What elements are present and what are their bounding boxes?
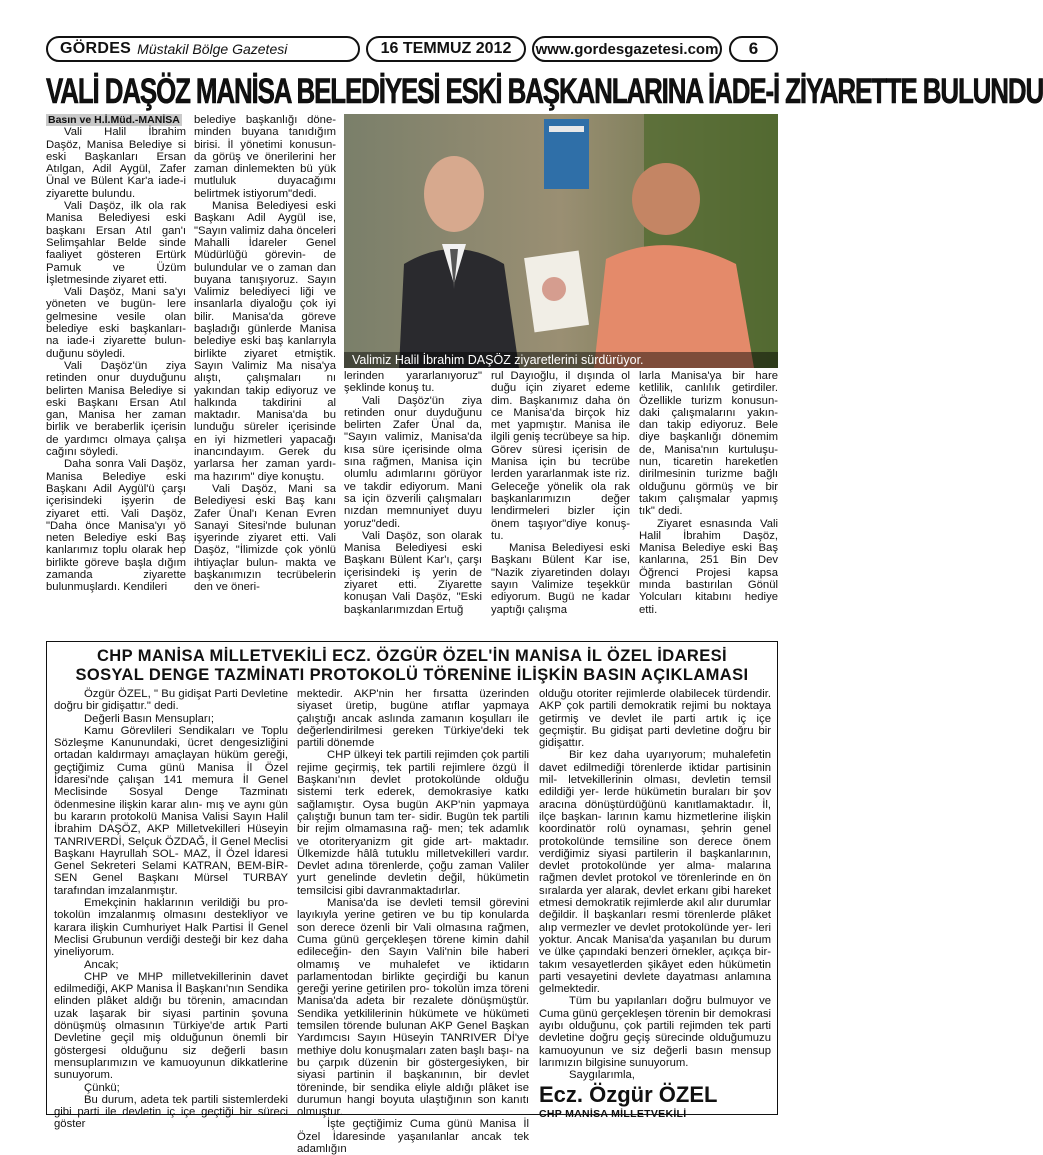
paragraph: Manisa Belediyesi eski Başkanı Adil Aygül ise, "Sayın valimiz daha önceleri Mahalli İdareler Genel Müdürlüğü görevin- de bulundular ve o zaman dan buyana tanışıyoruz. Sayın Valimiz belediyeci liği ve insanlarla diyaloğu çok iyi bilir. Manisa'da göreve başladığı günlerde Manisa belediye eski baş kanlarıyla birlikte ziyaret etmiştik. Sayın Valimiz Ma nisa'ya alıştı, çalışmaları nı yakından takip ediyoruz ve halkında takdirini al maktadır. Manisa'da bu lunduğu süreler içerisinde en iyi hizmetleri yapacağı inancındayım. Gerek du yarlarsa her zaman yardı- ma hazırım" diye konuştu. (194, 200, 336, 483)
paragraph: Çünkü; (84, 1081, 120, 1094)
paragraph: Vali Daşöz, Mani sa'yı yöneten ve bugün- lere gelmesine vesile olan belediye eski başkanları- na iade-i ziyarette bulun- duğunu söyledi. (46, 286, 186, 360)
paragraph: rul Dayıoğlu, il dışında ol duğu için ziyaret edeme dim. Başkanımız daha ön ce Manisa'da birçok hiz met yapmıştır. Manisa ile ilgili geniş tecrübeye sa hip. Görev süresi içerisin de Manisa için bu tecrübe lerden yararlanmak iste riz. Geleceğe yönelik ola rak başkanlarımızın değer lendirmeleri bizler için önem taşıyor"diye konuş- tu. (491, 370, 630, 542)
signature-name: Ecz. Özgür ÖZEL (539, 1081, 718, 1107)
paragraph: Ziyaret esnasında Vali Halil İbrahim Daşöz, Manisa Belediye eski Baş kanlarına, 251 Bin Dev Öğrenci Projesi kapsa mında bastırılan Gönül Yolcuları kitabını hediye etti. (639, 517, 778, 616)
paragraph: lerinden yararlanıyoruz" şeklinde konuş tu. (344, 370, 482, 395)
paragraph: Bu durum, adeta tek partili sistemlerdeki gibi parti ile devletin iç içe geçtiği bir süreci göster (54, 1093, 288, 1131)
paragraph: CHP ve MHP milletvekillerinin davet edilmediği, AKP Manisa İl Başkanı'nın Sendika elinden plâket aldığı bu törenin, amacından uzak laşarak bir siyasi partinin şovuna dönüşmüş olmasının Türkiye'de artık Parti Devletine geçil miş olduğunun önemli bir göstergesi olduğunu siz değerli basın mensuplarımızın ve kamuoyunun dikkatlerine sunuyorum. (54, 970, 288, 1082)
paragraph: Tüm bu yapılanları doğru bulmuyor ve Cuma günü gerçekleşen törenin bir demokrasi ayıbı olduğunu, çok partili rejimden tek parti devletine doğru geçiş sürecinde olduğumuzu kamuoyunun ve siz değerli basın mensup larımızın bilgisine sunuyorum. (539, 995, 771, 1069)
article-column-2 (194, 114, 336, 594)
paragraph: Saygılarımla, (569, 1069, 635, 1082)
paragraph: CHP ülkeyi tek partili rejimden çok partili rejime geçirmiş, tek partili rejimlere özgü İl Başkanı'nın devlet protokolünde olduğu sistemi terk ederek, demokrasiye katkı sağlamıştır. Oysa bugün AKP'nin yapmaya çalıştığı bunun tam ter- sidir. Bugün tek partili bir rejim olmamasına rağ- men; tek adamlık ve otoriteryanizm git gide art- maktadır. Ülkemizde hâlâ tutuklu milletvekilleri vardır. Devlet adına törenlerde, çoğu zaman Valiler yurt genelinde devletin değil, hükümetin temsilcisi gibi davranmaktadırlar. (297, 749, 529, 897)
paragraph: Kamu Görevlileri Sendikaları ve Toplu Sözleşme Kanunundaki, ücret dengesizliğini ortadan kaldırmayı amaçlayan hüküm gereği, geçtiğimiz Cuma günü Manisa İl Özel İdaresi'nde çalışan 141 memura İl Genel Meclisinde Sosyal Denge Tazminatı ödenmesine ilişkin karar alın- mış ve aynı gün bu kararın protokolü Manisa Valisi Sayın Halil İbrahim DAŞÖZ, AKP Milletvekilleri Hüseyin TANRIVERDİ, Selçuk ÖZDAĞ, İl Genel Meclisi Başkanı Hayrullah SOL- MAZ, İl Özel İdaresi Genel Sekreteri Selami KATRAN, BEM-BİR-SEN Genel Başkanı Mürsel TURBAY tarafından imzalanmıştır. (54, 724, 288, 897)
paragraph: mektedir. AKP'nin her fırsatta üzerinden siyaset üretip, bugüne atıflar yapmaya çalıştığı ancak aslında zamanın koşulları ile değerlendirilmesi gereken Türkiye'deki tek partili dönemde (297, 688, 529, 750)
paragraph: larla Manisa'ya bir hare ketlilik, canlılık getirdiler. Özellikle turizm konusun- daki çalışmalarını yakın- dan takip ediyoruz. Bele diye başkanlığı dönemim de, Manisa'nın kurtuluşu- nun, ticaretin hareketlen dirilmesinin turizme bağlı olduğunu görmüş ve bir takım çalışmalar yapmış tık" dedi. (639, 370, 778, 518)
photo-caption: Valimiz Halil İbrahim DAŞÖZ ziyaretlerini sürdürüyor. (344, 352, 778, 368)
paragraph: Manisa'da ise devleti temsil görevini layıkıyla yerine getiren ve bu tip konularda son derece özenli bir Vali olmasına rağmen, Cuma günü gerçekleşen törene kimin dahil edileceğin- den Sayın Vali'nin bile haberi olmamış ve muhalefet ve iktidarın parlamentodan birlikte geçirdiği bu kanun gereği yerine getirilen pro- tokolün imza töreni Manisa'da adeta bir rezalete dönüşmüştür. Sendika yetkililerinin hükümete ve hükümeti temsilen törende bulunan AKP Genel Başkan Yardımcısı Sayın Hüseyin TANRIVER Dİ'ye methiye dolu konuşmaları zaten başlı başı- na bu çarpık düzenin bir göstergesiyken, bir siyasi partinin il başkanının, bir devlet töreninde, bir sendika eliyle aldığı plâket ise durumun hangi boyuta ulaştığının son kanıtı olmuştur. (297, 897, 529, 1119)
press-column-2 (297, 688, 529, 1155)
signature-title: CHP MANİSA MİLLETVEKİLİ (539, 1107, 687, 1120)
paragraph: Özgür ÖZEL, " Bu gidişat Parti Devletine doğru bir gidişattır." dedi. (54, 688, 288, 713)
article-photo (344, 114, 778, 368)
article-headline: VALİ DAŞÖZ MANİSA BELEDİYESİ ESKİ BAŞKANLARINA İADE-İ ZİYARETTE BULUNDU (46, 72, 1043, 111)
paragraph: Vali Daşöz, son olarak Manisa Belediyesi eski Başkanı Bülent Kar'ı, çarşı içerisindeki iş yerin de ziyaret etti. Ziyarette konuşan Vali Daşöz, "Eski başkanlarımızdan Ertuğ (344, 529, 482, 616)
article-column-1 (46, 114, 186, 594)
paragraph: Emekçinin haklarının verildiği bu pro- tokolün imzalanmış olmasını destekliyor ve karara ilişkin Cumhuriyet Halk Partisi İl Genel Meclisi Grubunun verdiği desteği bir kez daha yineliyorum. (54, 897, 288, 959)
paragraph: Vali Daşöz, ilk ola rak Manisa Belediyesi eski başkanı Ersan Atıl gan'ı Selimşahlar Belde sinde faaliyet gösteren Ertürk Pamuk ve Üzüm İşletmesinde ziyaret etti. (46, 200, 186, 286)
article-column-3 (344, 370, 482, 616)
paragraph: Vali Daşöz'ün ziya retinden onur duyduğunu belirten Zafer Ünal da, "Sayın valimiz, Manisa'da kısa süre içerisinde olma sına rağmen, Manisa için olumlu adımlarını görüyor ve takdir ediyorum. Mani sa için özverili çalışmaları nızdan memnuniyet duyu yoruz"dedi. (344, 394, 482, 530)
press-column-3 (539, 688, 771, 1120)
publication-subtitle: Müstakil Bölge Gazetesi (137, 41, 288, 57)
website-url[interactable]: www.gordesgazetesi.com (532, 36, 722, 62)
paragraph: Ancak; (84, 958, 119, 971)
article-column-5 (639, 370, 778, 616)
press-release-headline-1: CHP MANİSA MİLLETVEKİLİ ECZ. ÖZGÜR ÖZEL'İN MANİSA İL ÖZEL İDARESİ (96, 647, 728, 665)
paragraph: Bir kez daha uyarıyorum; muhalefetin davet edilmediği törenlerde iktidar partisinin mil- letvekillerinin olması, devletin temsil edildiği yer- lerde hükümetin buraları bir şov aracına dönüştürdüğünü kanıtlamaktadır. İl, ilçe başkan- larının kamu hizmetlerine ilişkin koordinatör rolü oynaması, şehrin genel protokolünde temsiline son derece önem verdiğimiz siyasi partilerin il başkanlarının, devlet protokolünde yer alma- malarına rağmen devlet protokol ve törenlerinde en ön sıralarda yer alarak, devlet erkanı gibi hareket etmesi demokratik rejimlerde akıl alır durumlar değildir. İl başkanları resmi törenlerde plâket alıp vermezler ve devlet protokolünde yer- leri yoktur. Ancak Manisa'da yaşanılan bu durum ve ülke çapındaki benzeri örnekler, açıkça bir- takım vesayetlerden şikâyet eden hükümetin parti vesayetini devlete dayatması anlamına gelmektedir. (539, 749, 771, 996)
press-column-1 (54, 688, 288, 1131)
paragraph: Daha sonra Vali Daşöz, Manisa Belediye eski Başkanı Adil Aygül'ü çarşı içerisindeki işyerin de ziyaret etti. Vali Daşöz, "Daha önce Manisa'yı yö neten Belediye eski Baş kanlarımız toplu olarak hep birlikte göreve başla dığım zamanda ziyarette bulunmuşlardı. Kendileri (46, 458, 186, 594)
paragraph: Vali Daşöz, Mani sa Belediyesi eski Baş kanı Zafer Ünal'ı Kenan Evren Sanayi Sitesi'nde bulunan işyerinde ziyaret etti. Vali Daşöz, "İlimizde çok yönlü ihtiyaçlar bulun- makta ve başkanımızın tecrübelerin den ve öneri- (194, 482, 336, 594)
masthead (46, 36, 360, 62)
article-column-4 (491, 370, 630, 616)
photo-illustration (344, 114, 778, 368)
issue-date: 16 TEMMUZ 2012 (366, 36, 526, 62)
paragraph: olduğu otoriter rejimlerde olabilecek türdendir. AKP çok partili demokratik rejimi bu noktaya getirmiş ve devlet ile parti artık iç içe geçmiştir. Bu gidişat parti devletine doğru bir gidişattır. (539, 688, 771, 750)
byline: Basın ve H.İ.Müd.-MANİSA (48, 114, 180, 126)
paragraph: belediye başkanlığı döne- minden buyana tanıdığım birisi. İl yönetimi konusun- da görüş ve önerilerini her zaman dinlemekten bü yük mutluluk duyacağımı belirtmek istiyorum"dedi. (194, 114, 336, 200)
paragraph: Vali Halil İbrahim Daşöz, Manisa Belediye si eski Başkanları Ersan Atılgan, Adil Aygül, Zafer Ünal ve Bülent Kar'a iade-i ziyarette bulundu. (46, 126, 186, 200)
paragraph: Manisa Belediyesi eski Başkanı Bülent Kar ise, "Nazik ziyaretinden dolayı sayın Valimize teşekkür ediyorum. Bugü ne kadar yaptığı çalışma (491, 542, 630, 616)
paragraph: Vali Daşöz'ün ziya retinden onur duyduğunu belirten Manisa Belediye si eski Başkanı Ersan Atıl gan, Manisa her zaman birlik ve beraberlik içerisin de yardımcı olmaya çalışa cağını söyledi. (46, 359, 186, 459)
publication-name: GÖRDES (60, 40, 132, 57)
page-number: 6 (729, 36, 778, 62)
paragraph: İşte geçtiğimiz Cuma günü Manisa İl Özel İdaresinde yaşanılanlar ancak tek adamlığın (297, 1118, 529, 1155)
press-release-headline-2: SOSYAL DENGE TAZMİNATI PROTOKOLÜ TÖRENİNE İLİŞKİN BASIN AÇIKLAMASI (75, 666, 749, 684)
paragraph: Değerli Basın Mensupları; (84, 712, 214, 725)
